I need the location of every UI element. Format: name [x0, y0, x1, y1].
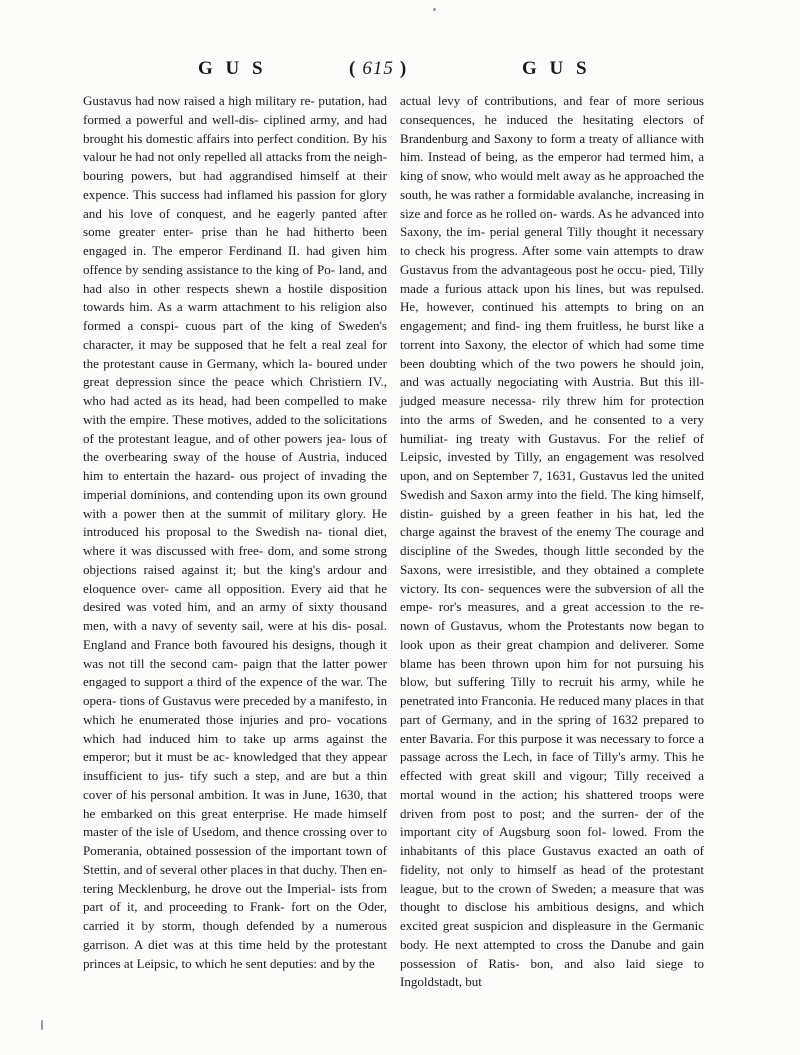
left-column: [83, 92, 387, 973]
header-left-word: G U S: [198, 58, 267, 79]
close-paren: ): [399, 58, 408, 79]
ink-speck: [41, 1020, 43, 1030]
ink-speck: [433, 8, 436, 11]
open-paren: (: [349, 58, 357, 79]
running-header: [84, 58, 724, 88]
right-column-text: actual levy of contributions, and fear of more serious consequences, he induced the hesitating electors of Brandenburg and Saxony to form a treaty of alliance with him. Instead of being, as the emperor had termed him, a king of snow, who would melt away as he approached the south, he was rather a formidable avalanche, increasing in size and force as he rolled on- wards. As he advanced into Saxony, the im- perial general Tilly thought it necessary to check his progress. After some vain attempts to draw Gustavus from the advantageous post he occu- pied, Tilly made a furious attack upon his lines, but was repulsed. He, however, continued his attempts to bring on an engagement; and find- ing them fruitless, he burst like a torrent into Saxony, the elector of which had some time been doubting which of the two powers he should join, and was actually negociating with Austria. But this ill-judged measure necessa- rily threw him for protection into the arms of Sweden, and he consented to a very humiliat- ing treaty with Gustavus. For the relief of Leipsic, invested by Tilly, an engagement was resolved upon, and on September 7, 1631, Gustavus led the united Swedish and Saxon army into the field. The king himself, distin- guished by a green feather in his hat, led the charge against the bravest of the enemy The courage and discipline of the Swedes, though little seconded by the Saxons, were irresistible, and they obtained a complete victory. Its con- sequences were the subversion of all the empe- ror's measures, and a great accession to the re- nown of Gustavus, whom the Protestants now began to look upon as their great champion and deliverer. Some blame has been thrown upon him for not pursuing his blow, but suffering Tilly to recruit his army, while he penetrated into Franconia. He reduced many places in that part of Germany, and in the spring of 1632 prepared to enter Bavaria. For this purpose it was necessary to force a passage across the Lech, in face of Tilly's army. This he effected with great skill and vigour; Tilly received a mortal wound in the action; his shattered troops were driven from post to post; and the surren- der of the important city of Augsburg soon fol- lowed. From the inhabitants of this place Gustavus exacted an oath of fidelity, not only to himself as head of the protestant league, but to the crown of Sweden; a measure that was thought to disclose his ambitious designs, and which excited great suspicion and displeasure in the Germanic body. He next attempted to cross the Danube and gain possession of Ratis- bon, and also laid siege to Ingoldstadt, but: [400, 93, 704, 990]
page-number: 615: [362, 58, 394, 79]
left-column-text: Gustavus had now raised a high military re- putation, had formed a powerful and well-dis- ciplined army, and had brought his domestic affairs into perfect condition. By his valour he had not only repelled all attacks from the neigh- bouring powers, but had aggrandised himself at their expence. This success had inflamed his passion for glory and his love of conquest, and he eagerly panted after some greater enter- prise than he had hitherto been engaged in. The emperor Ferdinand II. had given him offence by sending assistance to the king of Po- land, and had also in other respects shewn a hostile disposition towards him. As a warm attachment to his religion also formed a conspi- cuous part of the king of Sweden's character, it may be supposed that he felt a real zeal for the protestant cause in Germany, which la- boured under great depression since the peace which Christiern IV., who had acted as its head, had been compelled to make with the empire. These motives, added to the solicitations of the protestant league, and of other powers jea- lous of the overbearing sway of the house of Austria, induced him to entertain the hazard- ous project of invading the imperial dominions, and contending upon its own ground with a power then at the summit of military glory. He introduced his proposal to the Swedish na- tional diet, where it was discussed with free- dom, and some strong objections raised against it; but the king's ardour and eloquence over- came all opposition. Every aid that he desired was voted him, and an army of sixty thousand men, with a navy of seventy sail, were at his dis- posal. England and France both favoured his designs, though it was not till the second cam- paign that the latter power engaged to support a third of the expence of the war. The opera- tions of Gustavus were preceded by a manifesto, in which he enumerated those injuries and pro- vocations which had induced him to take up arms against the emperor; but it must be ac- knowledged that they appear insufficient to jus- tify such a step, and are but a thin cover of his personal ambition. It was in June, 1630, that he embarked on this great enterprise. He made himself master of the isle of Usedom, and thence crossing over to Pomerania, obtained possession of the important town of Stettin, and of several other places in that duchy. Then en- tering Mecklenburg, he drove out the Imperial- ists from part of it, and proceeding to Frank- fort on the Oder, carried it by storm, though defended by a numerous garrison. A diet was at this time held by the protestant princes at Leipsic, to which he sent deputies: and by the: [83, 93, 387, 971]
page-number-group: [349, 58, 407, 80]
header-right-word: G U S: [522, 58, 591, 79]
right-column: [400, 92, 704, 992]
